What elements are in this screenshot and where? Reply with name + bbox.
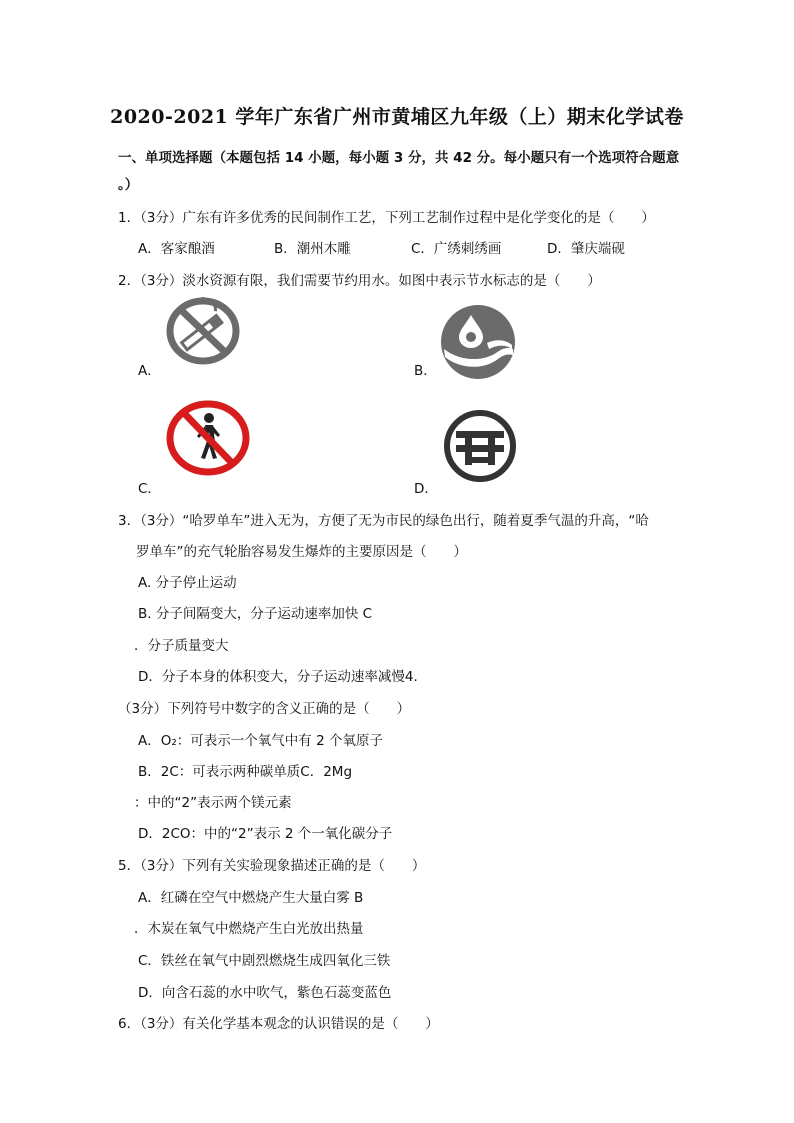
question-3-option-c: ．分子质量变大	[134, 638, 229, 654]
no-pedestrian-icon	[165, 400, 251, 476]
water-saving-icon	[439, 303, 517, 381]
question-1-option-c: C．广绣刺绣画	[411, 241, 502, 257]
question-3-option-a: A. 分子停止运动	[138, 575, 237, 591]
question-3-option-d: D．分子本身的体积变大，分子运动速率减慢4．	[138, 669, 427, 685]
question-2-label-d: D．	[414, 481, 438, 497]
question-3-stem: 3．（3分）“哈罗单车”进入无为，方便了无为市民的绿色出行，随着夏季气温的升高，“哈	[118, 513, 649, 529]
question-4-option-c: ：中的“2”表示两个镁元素	[134, 795, 292, 811]
china-recycle-icon	[443, 409, 517, 483]
question-2-label-c: C．	[138, 481, 161, 497]
question-6-stem: 6．（3分）有关化学基本观念的认识错误的是（ ）	[118, 1016, 439, 1032]
question-4-option-d: D．2CO：中的“2”表示 2 个一氧化碳分子	[138, 826, 393, 842]
question-2-label-b: B．	[414, 363, 437, 379]
no-smoking-icon	[163, 297, 243, 365]
question-1-option-a: A．客家酿酒	[138, 241, 215, 257]
question-4-option-b: B．2C：可表示两种碳单质C．2Mg	[138, 764, 353, 780]
question-5-option-d: D．向含石蕊的水中吹气，紫色石蕊变蓝色	[138, 985, 392, 1001]
question-2-label-a: A．	[138, 363, 161, 379]
section-heading: 一、单项选择题（本题包括 14 小题，每小题 3 分，共 42 分。每小题只有一个选项符合题意	[118, 150, 680, 166]
question-4-option-a: A．O₂：可表示一个氧气中有 2 个氧原子	[138, 733, 383, 749]
question-5-option-b: ．木炭在氧气中燃烧产生白光放出热量	[134, 921, 364, 937]
exam-title: 2020-2021 学年广东省广州市黄埔区九年级（上）期末化学试卷	[110, 106, 684, 128]
question-1-option-b: B．潮州木雕	[274, 241, 351, 257]
question-1-option-d: D．肇庆端砚	[547, 241, 625, 257]
question-5-option-c: C．铁丝在氧气中剧烈燃烧生成四氧化三铁	[138, 953, 391, 969]
question-3-option-b: B. 分子间隔变大，分子运动速率加快 C	[138, 606, 373, 622]
question-4-stem: （3分）下列符号中数字的含义正确的是（ ）	[118, 701, 411, 717]
section-heading-cont: 。）	[118, 177, 139, 193]
question-5-stem: 5．（3分）下列有关实验现象描述正确的是（ ）	[118, 858, 426, 874]
question-5-option-a: A．红磷在空气中燃烧产生大量白雾 B	[138, 890, 364, 906]
question-3-stem-cont: 罗单车”的充气轮胎容易发生爆炸的主要原因是（ ）	[136, 544, 467, 560]
question-1-stem: 1．（3分）广东有许多优秀的民间制作工艺，下列工艺制作过程中是化学变化的是（ ）	[118, 210, 655, 226]
question-2-stem: 2．（3分）淡水资源有限，我们需要节约用水。如图中表示节水标志的是（ ）	[118, 273, 601, 289]
